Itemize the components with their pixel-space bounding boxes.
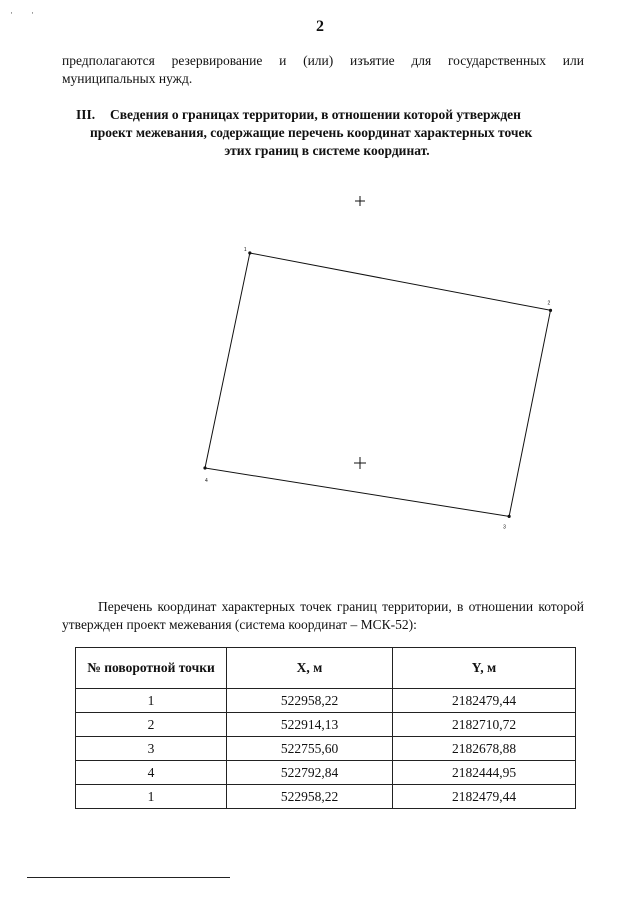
boundary-point [248, 251, 251, 254]
cell-y: 2182710,72 [393, 713, 576, 737]
boundary-plan [150, 190, 551, 535]
table-header-row [76, 648, 576, 689]
cell-x: 522914,13 [227, 713, 393, 737]
section-title-line-3: этих границ в системе координат. [224, 143, 430, 158]
intro-paragraph: предполагаются резервирование и (или) изъятие для государственных или муниципальных нужд. [62, 53, 584, 86]
header-point-number: № поворотной точки [76, 648, 227, 689]
section-number: III. [76, 107, 96, 122]
coordinates-intro: Перечень координат характерных точек границ территории, в отношении которой утвержден проект межевания (система координат – МСК-52): [62, 599, 584, 632]
registration-cross-center [354, 457, 366, 469]
boundary-point-label: 3 [503, 524, 506, 531]
plan-points [203, 247, 552, 530]
boundary-point [508, 515, 511, 518]
boundary-point [549, 309, 552, 312]
footnote-separator [27, 877, 230, 878]
cell-point: 1 [76, 785, 227, 809]
cell-point: 2 [76, 713, 227, 737]
section-heading [62, 106, 592, 160]
section-title-line-2: проект межевания, содержащие перечень координат характерных точек [90, 125, 533, 140]
boundary-point [203, 466, 206, 469]
boundary-polygon [205, 253, 551, 516]
section-title-line-1: Сведения о границах территории, в отношении которой утвержден [110, 107, 521, 122]
table-row [76, 689, 576, 713]
cell-point: 3 [76, 737, 227, 761]
boundary-point-label: 4 [205, 477, 208, 484]
header-y: Y, м [393, 648, 576, 689]
table-row [76, 713, 576, 737]
table-row [76, 737, 576, 761]
boundary-point-label: 1 [243, 247, 247, 253]
page-number: 2 [316, 18, 324, 35]
cell-y: 2182479,44 [393, 689, 576, 713]
cell-y: 2182479,44 [393, 785, 576, 809]
table-row [76, 761, 576, 785]
cell-x: 522792,84 [227, 761, 393, 785]
header-x: X, м [227, 648, 393, 689]
cell-point: 1 [76, 689, 227, 713]
cell-point: 4 [76, 761, 227, 785]
cell-x: 522958,22 [227, 785, 393, 809]
table-row [76, 785, 576, 809]
cell-y: 2182678,88 [393, 737, 576, 761]
registration-cross-top [355, 196, 365, 206]
cell-x: 522755,60 [227, 737, 393, 761]
cell-y: 2182444,95 [393, 761, 576, 785]
scan-specks: ·· [10, 8, 52, 18]
boundary-point-label: 2 [547, 300, 551, 307]
cell-x: 522958,22 [227, 689, 393, 713]
coordinates-table [75, 647, 576, 809]
